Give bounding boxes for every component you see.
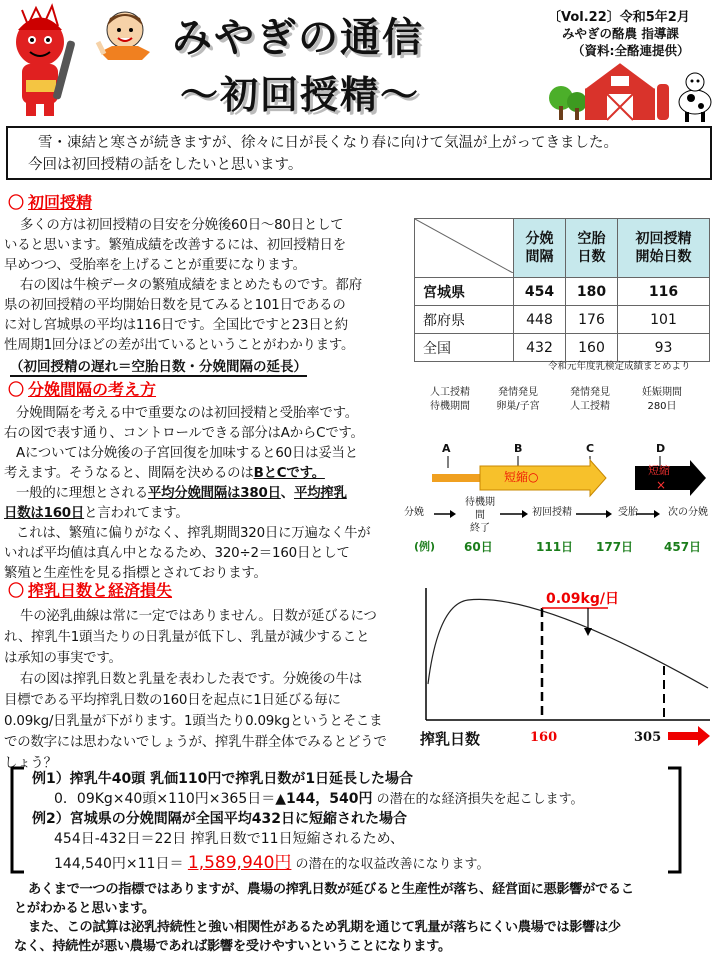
row-value: 160	[566, 334, 618, 362]
row-value: 101	[618, 306, 710, 334]
lactation-curve	[428, 599, 708, 688]
section2-body	[4, 404, 414, 584]
ex1-calc-c: の潜在的な経済損失を起こします。	[372, 792, 584, 807]
ex2-calc-b: 1,589,940円	[187, 853, 292, 873]
section2-heading	[8, 377, 156, 400]
section1-line-6: に対し宮城県の平均は116日です。全国比ですと23日と約	[4, 318, 348, 333]
section3-body	[4, 606, 416, 774]
row-value: 176	[566, 306, 618, 334]
diagram-shapes	[410, 386, 720, 558]
section3-line-6: 0.09kg/日乳量が下がります。1頭当たり0.09kgというとそこま	[4, 714, 383, 729]
chart-xlabel: 搾乳日数	[420, 730, 481, 748]
section1-note: （初回授精の遅れ＝空胎日数・分娩間隔の延長）	[10, 355, 307, 377]
top-label-line: 人工授精	[430, 387, 470, 398]
arrow-bc	[480, 460, 606, 496]
ex2-calc-a: 144,540円×11日＝	[54, 856, 188, 872]
lactation-chart	[418, 584, 718, 754]
section2-line-4a: 考えます。そうなると、間隔を決めるのは	[4, 466, 254, 481]
section1-body	[4, 216, 409, 356]
section1-heading	[8, 190, 92, 213]
row-value: 454	[514, 278, 566, 306]
section3-heading	[8, 578, 172, 601]
section3-line-4: 右の図は搾乳日数と乳量を表わした表です。分娩後の牛は	[20, 672, 362, 687]
top-label-line: 妊娠期間	[642, 387, 682, 398]
chart-mark-305: 305	[634, 730, 662, 745]
section2-line-4b: BとCです。	[253, 466, 325, 481]
table-header-3: 初回授精 開始日数	[618, 219, 710, 278]
ex2-calc-c: の潜在的な収益改善になります。	[291, 857, 490, 872]
section2-line-7: これは、繁殖に偏りがなく、搾乳期間320日に万遍なく牛が	[16, 526, 371, 541]
example-value: 111日	[536, 540, 574, 554]
section1-mark: 〇	[8, 193, 25, 212]
step-label: 分娩	[404, 507, 424, 518]
section2-line-2: 右の図で表す通り、コントロールできる部分はAからCです。	[4, 426, 364, 441]
issue-vol: 〔Vol.22〕令和5年2月	[548, 10, 690, 25]
footer	[14, 880, 714, 956]
section2-line-1: 分娩間隔を考える中で重要なのは初回授精と受胎率です。	[16, 406, 358, 421]
row-value: 180	[566, 278, 618, 306]
barn-illustration	[545, 58, 720, 126]
ex2-calc	[54, 848, 490, 873]
section2-line-5b: 平均分娩間隔は380日	[147, 486, 281, 501]
corner-diagonal	[415, 219, 513, 273]
table-header-2: 空胎 日数	[566, 219, 618, 278]
step-label: 次の分娩	[668, 507, 708, 518]
section2-line-6	[4, 504, 414, 524]
row-value: 432	[514, 334, 566, 362]
footer-line-3: また、この試算は泌乳持続性と強い相関性があるため乳期を通じて乳量が落ちにくい農場では影響は少	[28, 920, 621, 935]
section1-line-1: 多くの方は初回授精の目安を分娩後60日～80日として	[20, 218, 344, 233]
row-value: 116	[618, 278, 710, 306]
table-corner	[415, 219, 514, 278]
section1-line-4: 右の図は牛検データの繁殖成績をまとめたものです。都府	[20, 278, 362, 293]
section1-line-2: いると思います。繁殖成績を改善するには、初回授精日を	[4, 238, 346, 253]
ex1-calc-b: ▲144，540円	[275, 791, 373, 807]
section3-line-2: れ、搾乳牛1頭当たりの日乳量が低下し、乳量が減少すること	[4, 630, 370, 645]
ex1-title: 例1）搾乳牛40頭 乳価110円で搾乳日数が1日延長した場合	[32, 771, 414, 787]
example-value: 60日	[464, 540, 493, 554]
step-label: 受胎	[618, 507, 638, 518]
intro-line-1: 雪・凍結と寒さが続きますが、徐々に日が長くなり春に向けて気温が上がってきました。	[38, 135, 618, 151]
section2-title: 分娩間隔の考え方	[28, 380, 157, 399]
top-label-line: 卵巣/子宮	[496, 401, 540, 412]
chart-annotation: 0.09kg/日	[546, 591, 619, 607]
section1-line-7: 性周期1回分ほどの差が出ているということがわかります。	[4, 338, 355, 353]
step-label: 初回授精	[532, 507, 572, 518]
top-label-line: 280日	[647, 401, 677, 412]
top-label-line: 人工授精	[570, 401, 610, 412]
row-name: 宮城県	[415, 278, 514, 306]
letter-c: C	[586, 442, 595, 455]
intro-line-2: 今回は初回授精の話をしたいと思います。	[28, 157, 303, 173]
page-subtitle: ～初回授精～	[180, 73, 421, 117]
section1-line-3: 早めつつ、受胎率を上げることが重要になります。	[4, 258, 306, 273]
section3-mark: 〇	[8, 581, 25, 600]
letter-a: A	[442, 442, 451, 455]
issue-dept: みやぎの酪農 指導課	[562, 26, 679, 41]
example-value: 177日	[596, 540, 634, 554]
table-header-1: 分娩 間隔	[514, 219, 566, 278]
chart-mark-160: 160	[530, 730, 558, 745]
table-row	[415, 306, 710, 334]
intro-box	[6, 126, 712, 180]
footer-line-2: とがわかると思います。	[14, 901, 155, 916]
letter-b: B	[514, 442, 523, 455]
ex2-line1: 454日-432日＝22日 搾乳日数で11日短縮されるため、	[54, 831, 405, 847]
letter-d: D	[656, 442, 666, 455]
section2-line-8: いれば平均値は真ん中となるため、320÷2＝160日として	[4, 546, 350, 561]
top-label-line: 発情発見	[498, 387, 538, 398]
top-label-line: 発情発見	[570, 387, 610, 398]
section2-mark: 〇	[8, 380, 25, 399]
oni-illustration	[0, 0, 85, 120]
x-arrow-icon	[668, 726, 710, 746]
row-value: 93	[618, 334, 710, 362]
table-row	[415, 278, 710, 306]
row-value: 448	[514, 306, 566, 334]
issue-source: （資料:全酪連提供）	[572, 43, 690, 58]
section2-line-4	[4, 464, 414, 484]
section2-line-6a: 日数は160日	[4, 506, 85, 521]
page-title: みやぎの通信	[172, 15, 424, 61]
row-name: 全国	[415, 334, 514, 362]
footer-line-1: あくまで一つの指標ではありますが、農場の搾乳日数が延びると生産性が落ち、経営面に悪影響がでるこ	[28, 882, 634, 897]
breeding-table	[414, 218, 710, 362]
section1-line-5: 県の初回授精の平均開始日数を見てみると101日であるの	[4, 298, 346, 313]
row-name: 都府県	[415, 306, 514, 334]
section3-title: 搾乳日数と経済損失	[28, 581, 173, 600]
top-label-line: 待機期間	[430, 401, 470, 412]
ex1-calc	[54, 788, 584, 808]
short-x-label-1: 短縮	[648, 464, 670, 477]
arrow-d	[635, 460, 706, 496]
section2-line-6b: と言われてます。	[84, 506, 189, 521]
section2-line-5a: 一般的に理想とされる	[16, 486, 148, 501]
section3-line-3: は承知の事実です。	[4, 651, 122, 666]
section1-title: 初回授精	[28, 193, 93, 212]
table-caption: 令和元年度乳検定成績まとめより	[548, 361, 691, 372]
boy-illustration	[90, 2, 160, 72]
section2-line-3: Aについては分娩後の子宮回復を加味すると60日は妥当と	[16, 446, 358, 461]
section2-line-5c: 、	[280, 486, 294, 501]
step-label: 待機期間 終了	[465, 497, 495, 534]
ex2-title: 例2）宮城県の分娩間隔が全国平均432日に短縮された場合	[32, 811, 407, 827]
section3-line-1: 牛の泌乳曲線は常に一定ではありません。日数が延びるにつ	[20, 609, 377, 624]
interval-diagram	[404, 386, 720, 558]
section2-line-9: 繁殖と生産性を見る指標とされております。	[4, 566, 267, 581]
section2-line-5d: 平均搾乳	[294, 486, 347, 501]
short-circle-label: 短縮○	[504, 470, 539, 484]
examples-box	[8, 766, 712, 876]
section3-line-5: 目標である平均搾乳日数の160日を起点に1日延びる毎に	[4, 693, 341, 708]
short-x-label-2: ×	[656, 478, 667, 492]
section3-line-8: しょう？	[4, 756, 57, 771]
footer-line-4: なく、持続性が悪い農場であれば影響を受けやすいということになります。	[14, 939, 451, 954]
section2-line-5	[4, 484, 414, 504]
example-label: (例)	[414, 540, 436, 553]
example-value: 457日	[664, 540, 702, 554]
ex1-calc-a: 0．09Kg×40頭×110円×365日＝	[54, 791, 276, 807]
section3-line-7: での数字には思わないでしょうが、搾乳牛群全体でみるとどうで	[4, 735, 387, 750]
